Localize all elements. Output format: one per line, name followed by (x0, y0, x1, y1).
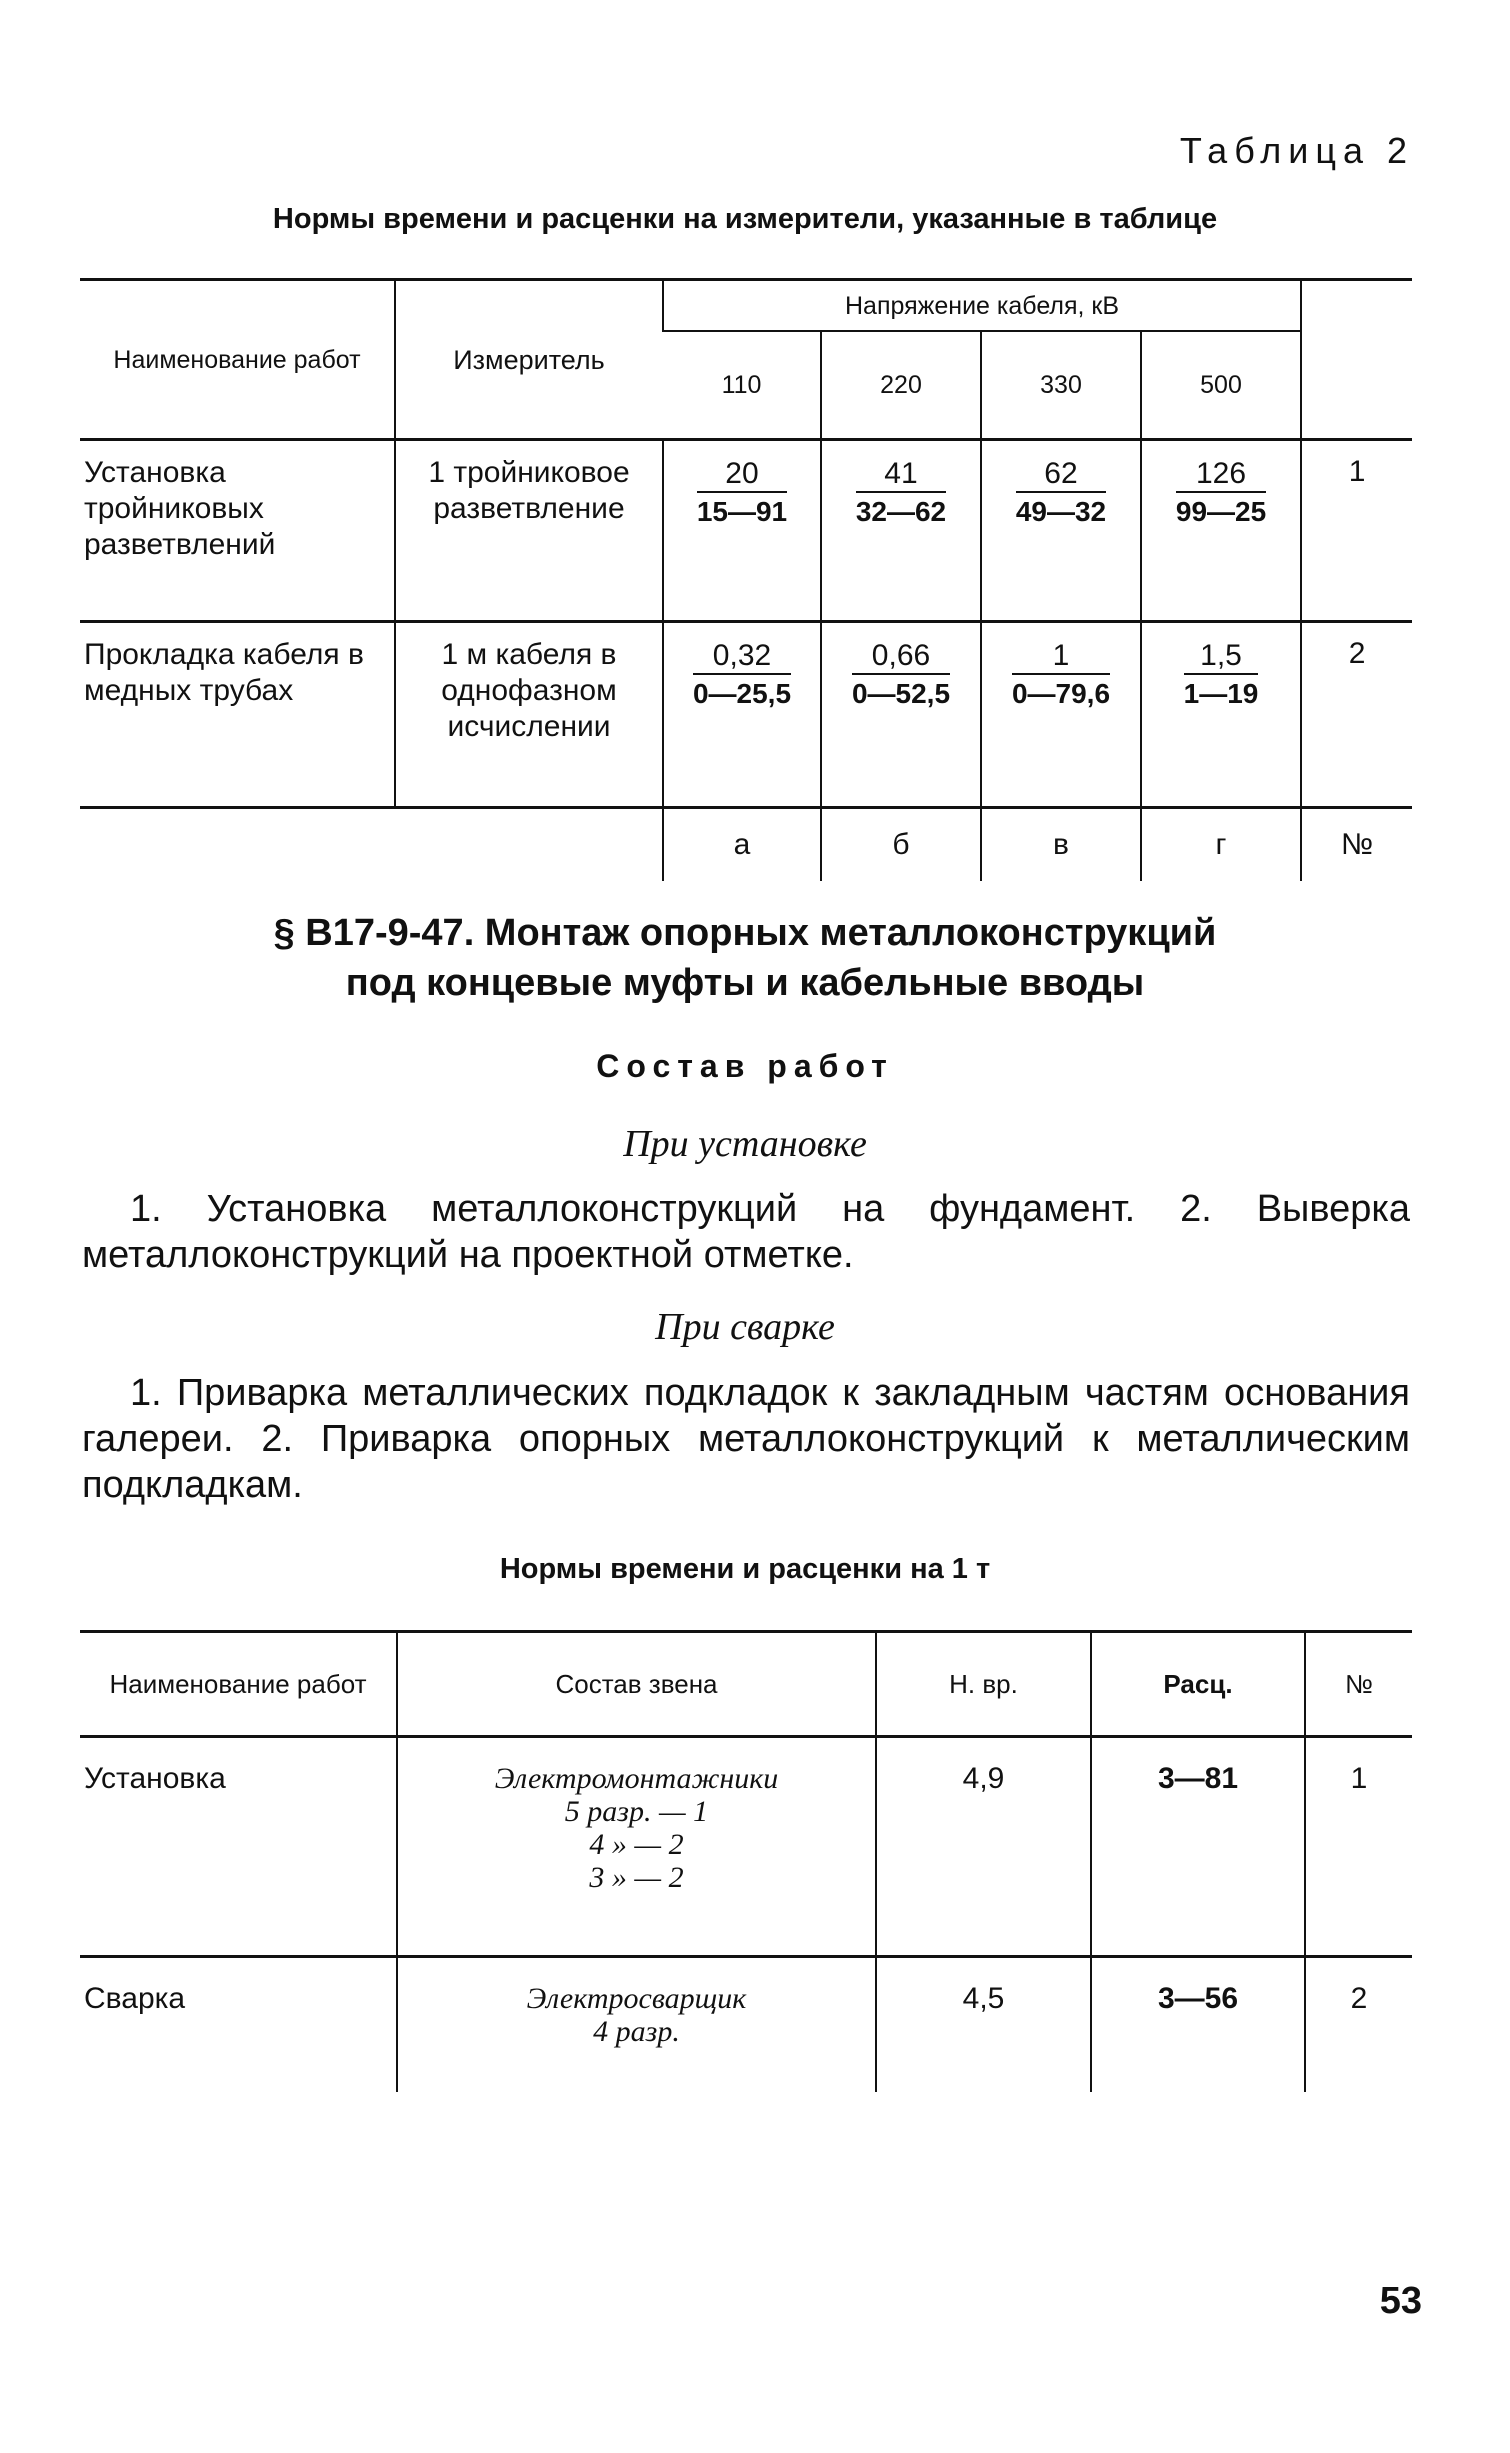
table1-caption: Нормы времени и расценки на измерители, указанные в таблице (272, 203, 1218, 235)
value-cell (981, 622, 1141, 808)
row-number: 1 (1305, 1737, 1412, 1957)
table-row (80, 440, 1412, 622)
table2-caption: Нормы времени и расценки на 1 т (499, 1553, 991, 1585)
row-rate: 3—56 (1091, 1957, 1305, 2093)
header-number: № (1305, 1632, 1412, 1737)
row-number: 2 (1305, 1957, 1412, 2093)
value-cell (981, 440, 1141, 622)
value-norm: 62 (1016, 457, 1106, 493)
row-work-name: Прокладка кабеля в медных трубах (80, 622, 395, 808)
norms-table-1 (80, 278, 1412, 881)
install-heading: При установке (623, 1123, 867, 1165)
row-number: 2 (1301, 622, 1412, 808)
value-norm: 126 (1176, 457, 1266, 493)
footer-blank (80, 808, 395, 882)
footer-col-a: а (663, 808, 821, 882)
section-title-line2: под концевые муфты и кабельные вводы (345, 962, 1145, 1004)
value-cell (1141, 622, 1301, 808)
footer-col-num: № (1301, 808, 1412, 882)
row-measure: 1 м кабеля в однофазном исчислении (395, 622, 663, 808)
value-norm: 0,32 (693, 639, 791, 675)
header-voltage-500: 500 (1141, 331, 1301, 440)
header-crew: Состав звена (397, 1632, 876, 1737)
value-rate: 32—62 (855, 496, 947, 527)
value-cell (1141, 440, 1301, 622)
footer-col-g: г (1141, 808, 1301, 882)
header-norm: Н. вр. (876, 1632, 1091, 1737)
footer-col-v: в (981, 808, 1141, 882)
row-work-name: Установка тройниковых разветвлений (80, 440, 395, 622)
value-rate: 49—32 (1015, 496, 1107, 527)
row-crew (397, 1957, 876, 2093)
value-rate: 15—91 (696, 496, 788, 527)
header-work-name: Наименование работ (80, 280, 395, 440)
row-norm: 4,9 (876, 1737, 1091, 1957)
table-row (80, 1737, 1412, 1957)
value-rate: 99—25 (1175, 496, 1267, 527)
crew-line: 5 разр. — 1 (564, 1795, 709, 1828)
value-norm: 41 (856, 457, 946, 493)
value-cell (663, 440, 821, 622)
row-crew (397, 1737, 876, 1957)
crew-line: 4 разр. (593, 2015, 680, 2048)
header-voltage-220: 220 (821, 331, 981, 440)
header-voltage-group: Напряжение кабеля, кВ (663, 280, 1301, 332)
composition-heading: Состав работ (596, 1048, 894, 1084)
value-cell (821, 622, 981, 808)
crew-line: 3 » — 2 (589, 1861, 684, 1894)
footer-col-b: б (821, 808, 981, 882)
install-text: 1. Установка металлоконструкций на фундамент. 2. Выверка металлоконструкций на проектной отметке. (82, 1188, 1410, 1276)
header-blank (1301, 280, 1412, 440)
row-norm: 4,5 (876, 1957, 1091, 2093)
crew-line: 4 » — 2 (589, 1828, 684, 1861)
table-row (80, 1957, 1412, 2093)
header-voltage-110: 110 (663, 331, 821, 440)
value-rate: 1—19 (1183, 678, 1259, 709)
footer-blank (395, 808, 663, 882)
row-work-name: Установка (80, 1737, 397, 1957)
section-title-line1: § В17-9-47. Монтаж опорных металлоконструкций (273, 912, 1217, 954)
header-measure: Измеритель (395, 280, 663, 440)
value-norm: 1,5 (1184, 639, 1259, 675)
row-work-name: Сварка (84, 1982, 186, 2015)
table-number-label: Таблица 2 (1179, 130, 1414, 171)
value-norm: 0,66 (852, 639, 950, 675)
value-norm: 1 (1012, 639, 1110, 675)
welding-text: 1. Приварка металлических подкладок к закладным частям основания галереи. 2. Приварка опорных металлоконструкций к металлическим подкладкам. (82, 1372, 1410, 1506)
section-title (80, 908, 1410, 1008)
header-voltage-330: 330 (981, 331, 1141, 440)
welding-heading: При сварке (655, 1306, 835, 1348)
crew-line: Электромонтажники (494, 1762, 779, 1795)
norms-table-2 (80, 1630, 1412, 2092)
row-rate: 3—81 (1091, 1737, 1305, 1957)
crew-line: Электросварщик (526, 1982, 747, 2015)
row-measure: 1 тройниковое разветвление (395, 440, 663, 622)
row-number: 1 (1301, 440, 1412, 622)
header-rate: Расц. (1091, 1632, 1305, 1737)
table-footer-row (80, 808, 1412, 882)
header-work-name: Наименование работ (80, 1632, 397, 1737)
value-rate: 0—52,5 (851, 678, 951, 709)
value-norm: 20 (697, 457, 787, 493)
value-rate: 0—25,5 (692, 678, 792, 709)
page-number: 53 (1379, 2280, 1422, 2322)
value-cell (821, 440, 981, 622)
value-cell (663, 622, 821, 808)
table-row (80, 622, 1412, 808)
value-rate: 0—79,6 (1011, 678, 1111, 709)
